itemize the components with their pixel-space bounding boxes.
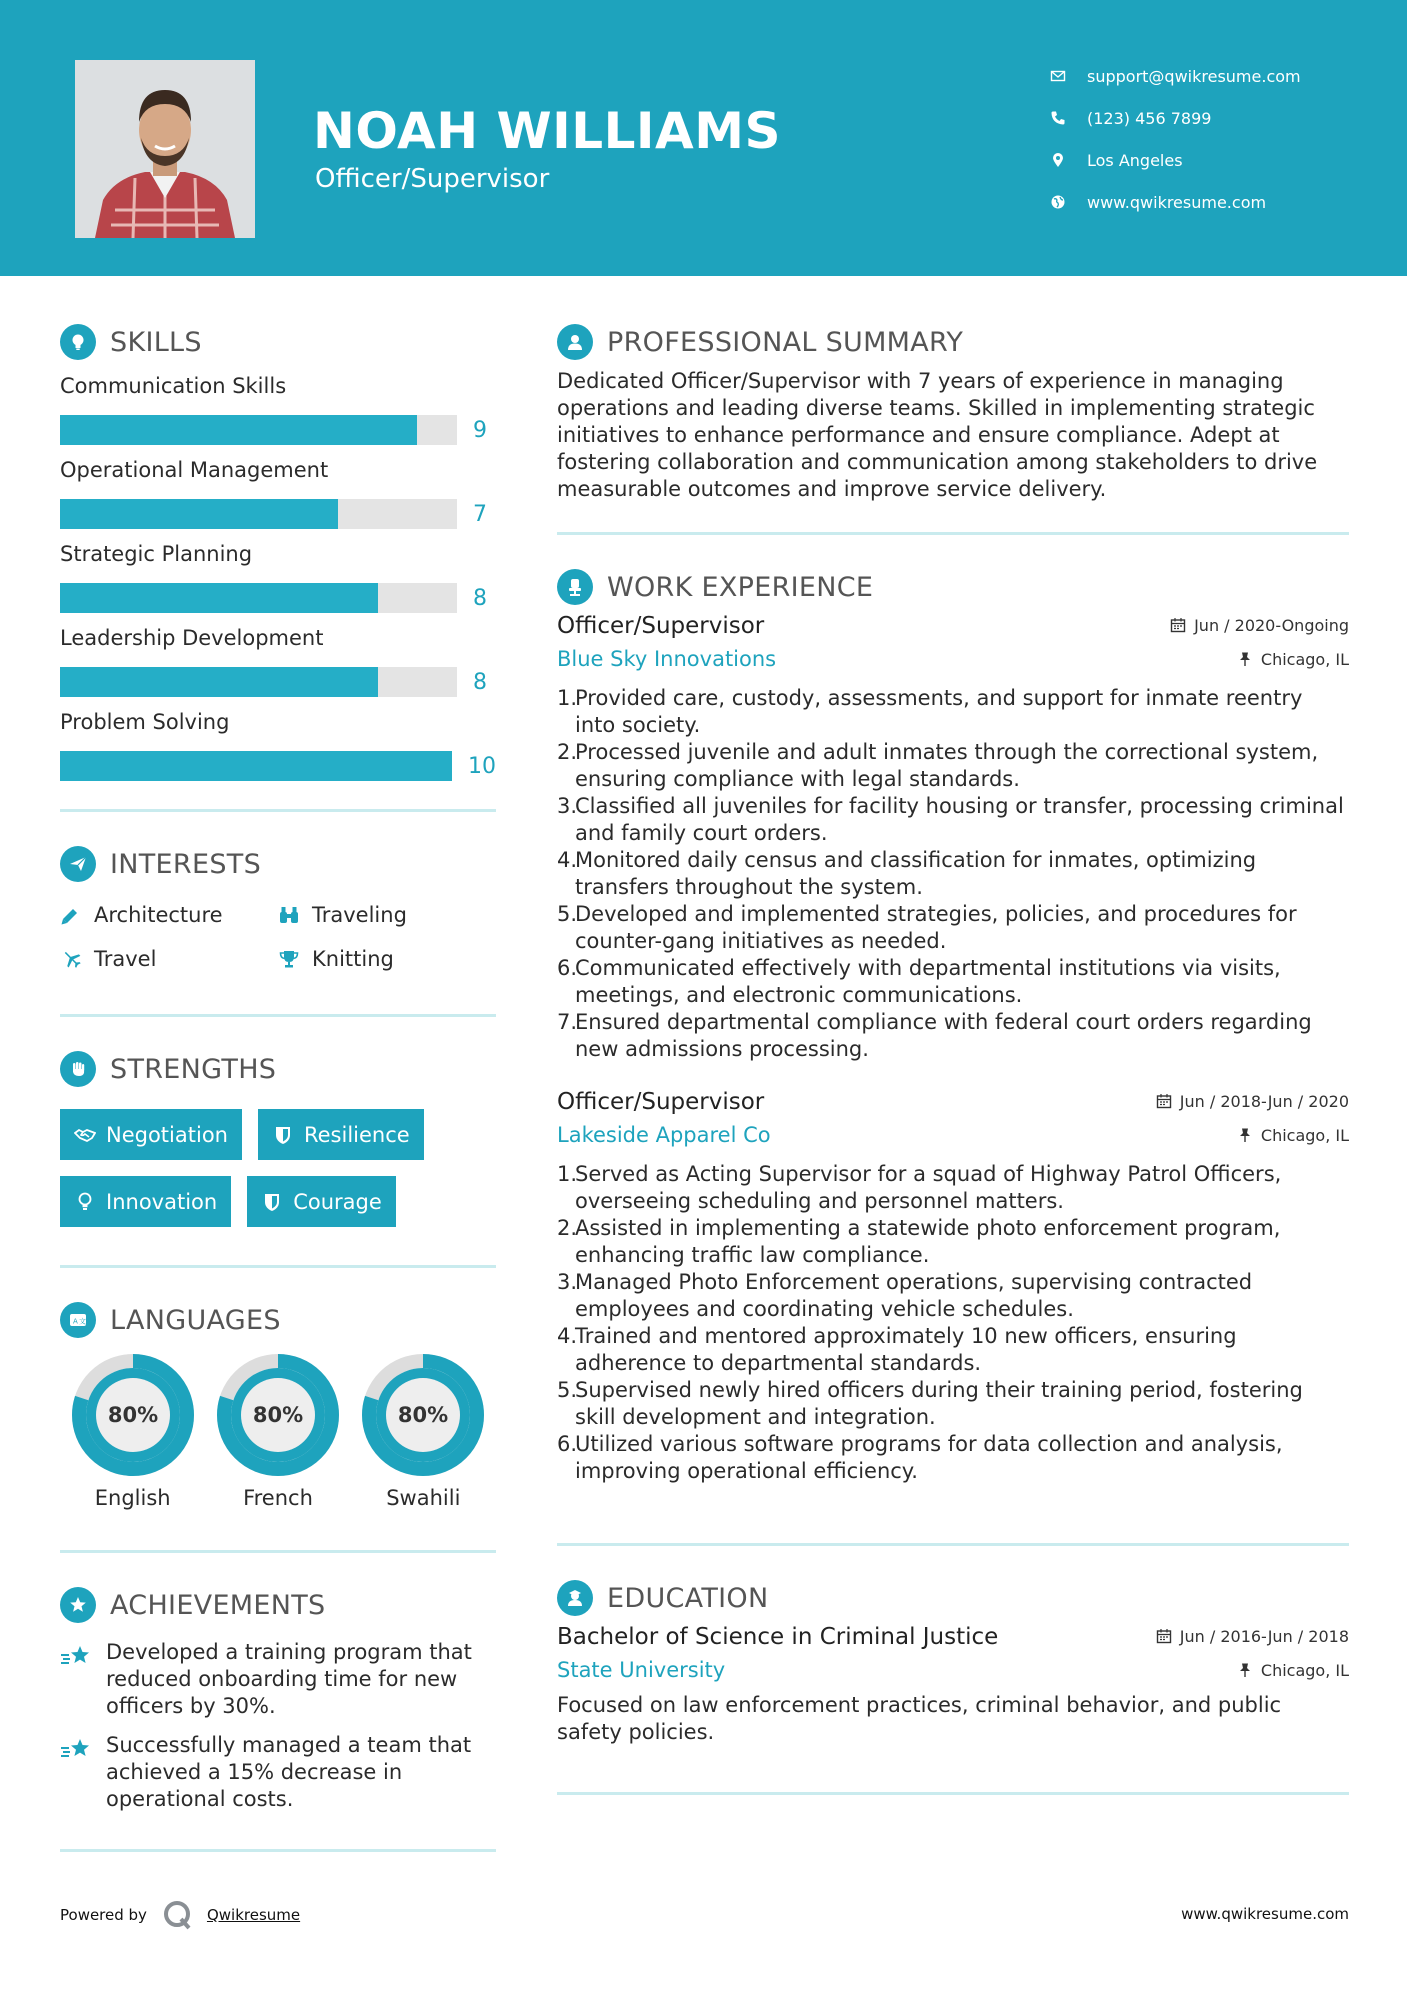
interest-item [278,900,496,930]
job-date-text: Jun / 2020-Ongoing [1194,615,1349,635]
skill-bar-track [60,667,457,697]
lightbulb-icon [60,324,96,360]
job-title: Officer/Supervisor [557,1089,765,1115]
contact-location-text: Los Angeles [1087,150,1183,170]
experience-title: WORK EXPERIENCE [607,571,874,603]
contact-phone-text: (123) 456 7899 [1087,108,1212,128]
interest-label: Knitting [312,947,394,971]
graduate-icon [557,1580,593,1616]
strength-tag [60,1109,242,1160]
skill-row [60,496,496,532]
skill-bar-fill [60,499,338,529]
language-item [60,1354,205,1510]
interest-item [278,944,496,974]
contact-phone[interactable] [1050,97,1301,139]
strength-label: Resilience [303,1122,410,1147]
achievements-heading [60,1583,496,1627]
strength-label: Courage [293,1189,382,1214]
job-date [1156,1092,1349,1111]
job-location-text: Chicago, IL [1260,1125,1349,1145]
summary-text: Dedicated Officer/Supervisor with 7 years of experience in managing operations and leading diverse teams. Skilled in implementing strategic initiatives to enhance performance and ensure compliance. Adept at fostering collaboration and communication among stakeholders to drive measurable outcomes and improve service delivery. [557,369,1318,501]
skill-bar-fill [60,667,378,697]
contact-website[interactable] [1050,181,1301,223]
qwikresume-logo-icon [161,1898,195,1932]
shooting-star-icon [60,1639,106,1720]
candidate-name: NOAH WILLIAMS [313,102,781,160]
achievement-text: Successfully managed a team that achieved a 15% decrease in operational costs. [106,1733,472,1811]
skill-name: Strategic Planning [60,542,253,566]
job-company: Lakeside Apparel Co [557,1123,771,1147]
experience-heading [557,565,1349,609]
achievements-title: ACHIEVEMENTS [110,1589,326,1621]
skill-name: Problem Solving [60,710,230,734]
skill-bar-track [60,583,457,613]
job-entry [557,613,1349,1063]
skill-row [60,664,496,700]
skills-heading [60,320,496,364]
achievement-text: Developed a training program that reduced onboarding time for new officers by 30%. [106,1640,472,1718]
job-bullet: 3. Classified all juveniles for facility housing or transfer, processing criminal and family court orders. [557,794,1344,845]
job-location [1237,1126,1349,1145]
skill-name: Leadership Development [60,626,324,650]
skill-bar-track [60,415,457,445]
globe-icon [1050,194,1087,210]
education-heading [557,1576,1349,1620]
brand-link[interactable]: Qwikresume [206,1906,301,1924]
job-bullets [557,1161,1349,1485]
summary-heading [557,320,1349,364]
section-divider [60,1849,496,1852]
job-date-text: Jun / 2018-Jun / 2020 [1179,1091,1349,1111]
job-entry [557,1089,1349,1485]
language-icon [60,1302,96,1338]
job-bullet: 3. Managed Photo Enforcement operations, supervising contracted employees and coordinating vehicle schedules. [557,1270,1253,1321]
achievement-item [60,1732,496,1813]
skills-title: SKILLS [110,326,202,358]
strengths-list [60,1109,460,1227]
binoculars-icon [278,904,312,926]
interest-label: Architecture [94,903,223,927]
phone-icon [1050,110,1087,126]
languages-heading [60,1298,496,1342]
interest-item [60,900,278,930]
skill-row [60,748,496,784]
achievements-list [60,1639,496,1849]
interest-item [60,944,278,974]
job-bullet: 5. Supervised newly hired officers during their training period, fostering skill development and integration. [557,1378,1303,1429]
contact-website-text: www.qwikresume.com [1087,192,1267,212]
contact-email[interactable] [1050,55,1301,97]
contact-list [1050,55,1301,223]
resume-header [0,0,1407,276]
job-location-text: Chicago, IL [1260,649,1349,669]
job-bullet: 6. Communicated effectively with departmental institutions via visits, meetings, and electronic communications. [557,956,1281,1007]
office-chair-icon [557,569,593,605]
job-bullet: 5. Developed and implemented strategies, policies, and procedures for counter-gang initiatives as needed. [557,902,1297,953]
strength-tag [60,1176,231,1227]
language-percent: 80% [252,1403,304,1427]
strengths-title: STRENGTHS [110,1053,277,1085]
language-name: English [94,1486,171,1510]
pushpin-icon [1237,651,1253,667]
calendar-icon [1156,1093,1172,1109]
language-name: Swahili [386,1486,461,1510]
interests-list [60,900,496,974]
language-donut [217,1354,339,1476]
job-location [1237,650,1349,669]
powered-by-text: Powered by [60,1906,147,1924]
language-name: French [243,1486,313,1510]
candidate-role: Officer/Supervisor [315,164,550,194]
right-column [557,320,1349,1795]
profile-photo [75,60,255,238]
skill-value: 10 [468,753,496,779]
calendar-icon [1170,617,1186,633]
star-badge-icon [60,1587,96,1623]
skill-value: 7 [473,501,487,527]
job-bullet: 4. Monitored daily census and classification for inmates, optimizing transfers throughout the system. [557,848,1257,899]
footer-website[interactable]: www.qwikresume.com [1181,1905,1349,1923]
strength-label: Negotiation [106,1122,228,1147]
language-item [205,1354,350,1510]
languages-title: LANGUAGES [110,1304,281,1336]
envelope-icon [1050,68,1087,84]
job-date [1170,616,1349,635]
education-title: EDUCATION [607,1582,769,1614]
skill-row [60,580,496,616]
skills-list [60,374,496,809]
education-text: Focused on law enforcement practices, criminal behavior, and public safety policies. [557,1693,1282,1744]
job-company: Blue Sky Innovations [557,647,777,671]
pencil-ruler-icon [60,904,94,926]
calendar-icon [1156,1628,1172,1644]
skill-name: Communication Skills [60,374,287,398]
summary-title: PROFESSIONAL SUMMARY [607,326,964,358]
language-item [351,1354,496,1510]
education-date [1156,1627,1349,1646]
job-bullet: 1. Served as Acting Supervisor for a squad of Highway Patrol Officers, overseeing scheduling and personnel matters. [557,1162,1282,1213]
job-bullet: 2. Processed juvenile and adult inmates through the correctional system, ensuring compliance with legal standards. [557,740,1319,791]
strength-label: Innovation [106,1189,218,1214]
job-bullet: 7. Ensured departmental compliance with federal court orders regarding new admissions processing. [557,1010,1312,1061]
skill-row [60,412,496,448]
job-bullet: 2. Assisted in implementing a statewide photo enforcement program, enhancing traffic law compliance. [557,1216,1281,1267]
pushpin-icon [1237,1662,1253,1678]
interest-label: Travel [94,947,157,971]
svg-text:文: 文 [79,1317,86,1326]
education-location [1237,1661,1349,1680]
language-donut [362,1354,484,1476]
skill-value: 8 [473,585,487,611]
shield-icon [272,1124,294,1146]
skill-value: 8 [473,669,487,695]
lightbulb-icon [74,1191,96,1213]
contact-email-text: support@qwikresume.com [1087,66,1301,86]
education-school: State University [557,1658,726,1682]
skill-bar-fill [60,751,452,781]
skill-bar-fill [60,583,378,613]
contact-location [1050,139,1301,181]
languages-list [60,1354,496,1510]
strength-tag [247,1176,396,1227]
svg-text:A: A [73,1317,78,1326]
education-date-text: Jun / 2016-Jun / 2018 [1179,1626,1349,1646]
job-bullets [557,685,1349,1063]
strengths-heading [60,1047,496,1091]
interests-heading [60,842,496,886]
job-title: Officer/Supervisor [557,613,765,639]
user-icon [557,324,593,360]
skill-bar-track [60,751,452,781]
raised-fist-icon [60,1051,96,1087]
interest-label: Traveling [312,903,407,927]
map-pin-icon [1050,152,1087,168]
pushpin-icon [1237,1127,1253,1143]
education-degree: Bachelor of Science in Criminal Justice [557,1624,999,1650]
footer-powered-by [60,1898,300,1932]
trophy-icon [278,948,312,970]
education-location-text: Chicago, IL [1260,1660,1349,1680]
achievement-item [60,1639,496,1720]
skill-bar-track [60,499,457,529]
shooting-star-icon [60,1732,106,1813]
language-percent: 80% [398,1403,449,1427]
plane-icon [60,948,94,970]
skill-bar-fill [60,415,417,445]
strength-tag [258,1109,424,1160]
language-percent: 80% [107,1403,158,1427]
education-entry [557,1624,1349,1792]
interests-title: INTERESTS [110,848,262,880]
skill-name: Operational Management [60,458,329,482]
paper-plane-icon [60,846,96,882]
skill-value: 9 [473,417,487,443]
left-column [60,320,496,1852]
section-divider [557,1792,1349,1795]
job-bullet: 4. Trained and mentored approximately 10 new officers, ensuring adherence to departmental standards. [557,1324,1237,1375]
job-bullet: 1. Provided care, custody, assessments, and support for inmate reentry into society. [557,686,1303,737]
job-bullet: 6. Utilized various software programs for data collection and analysis, improving operational efficiency. [557,1432,1283,1483]
handshake-icon [74,1124,96,1146]
language-donut [72,1354,194,1476]
shield-icon [261,1191,283,1213]
